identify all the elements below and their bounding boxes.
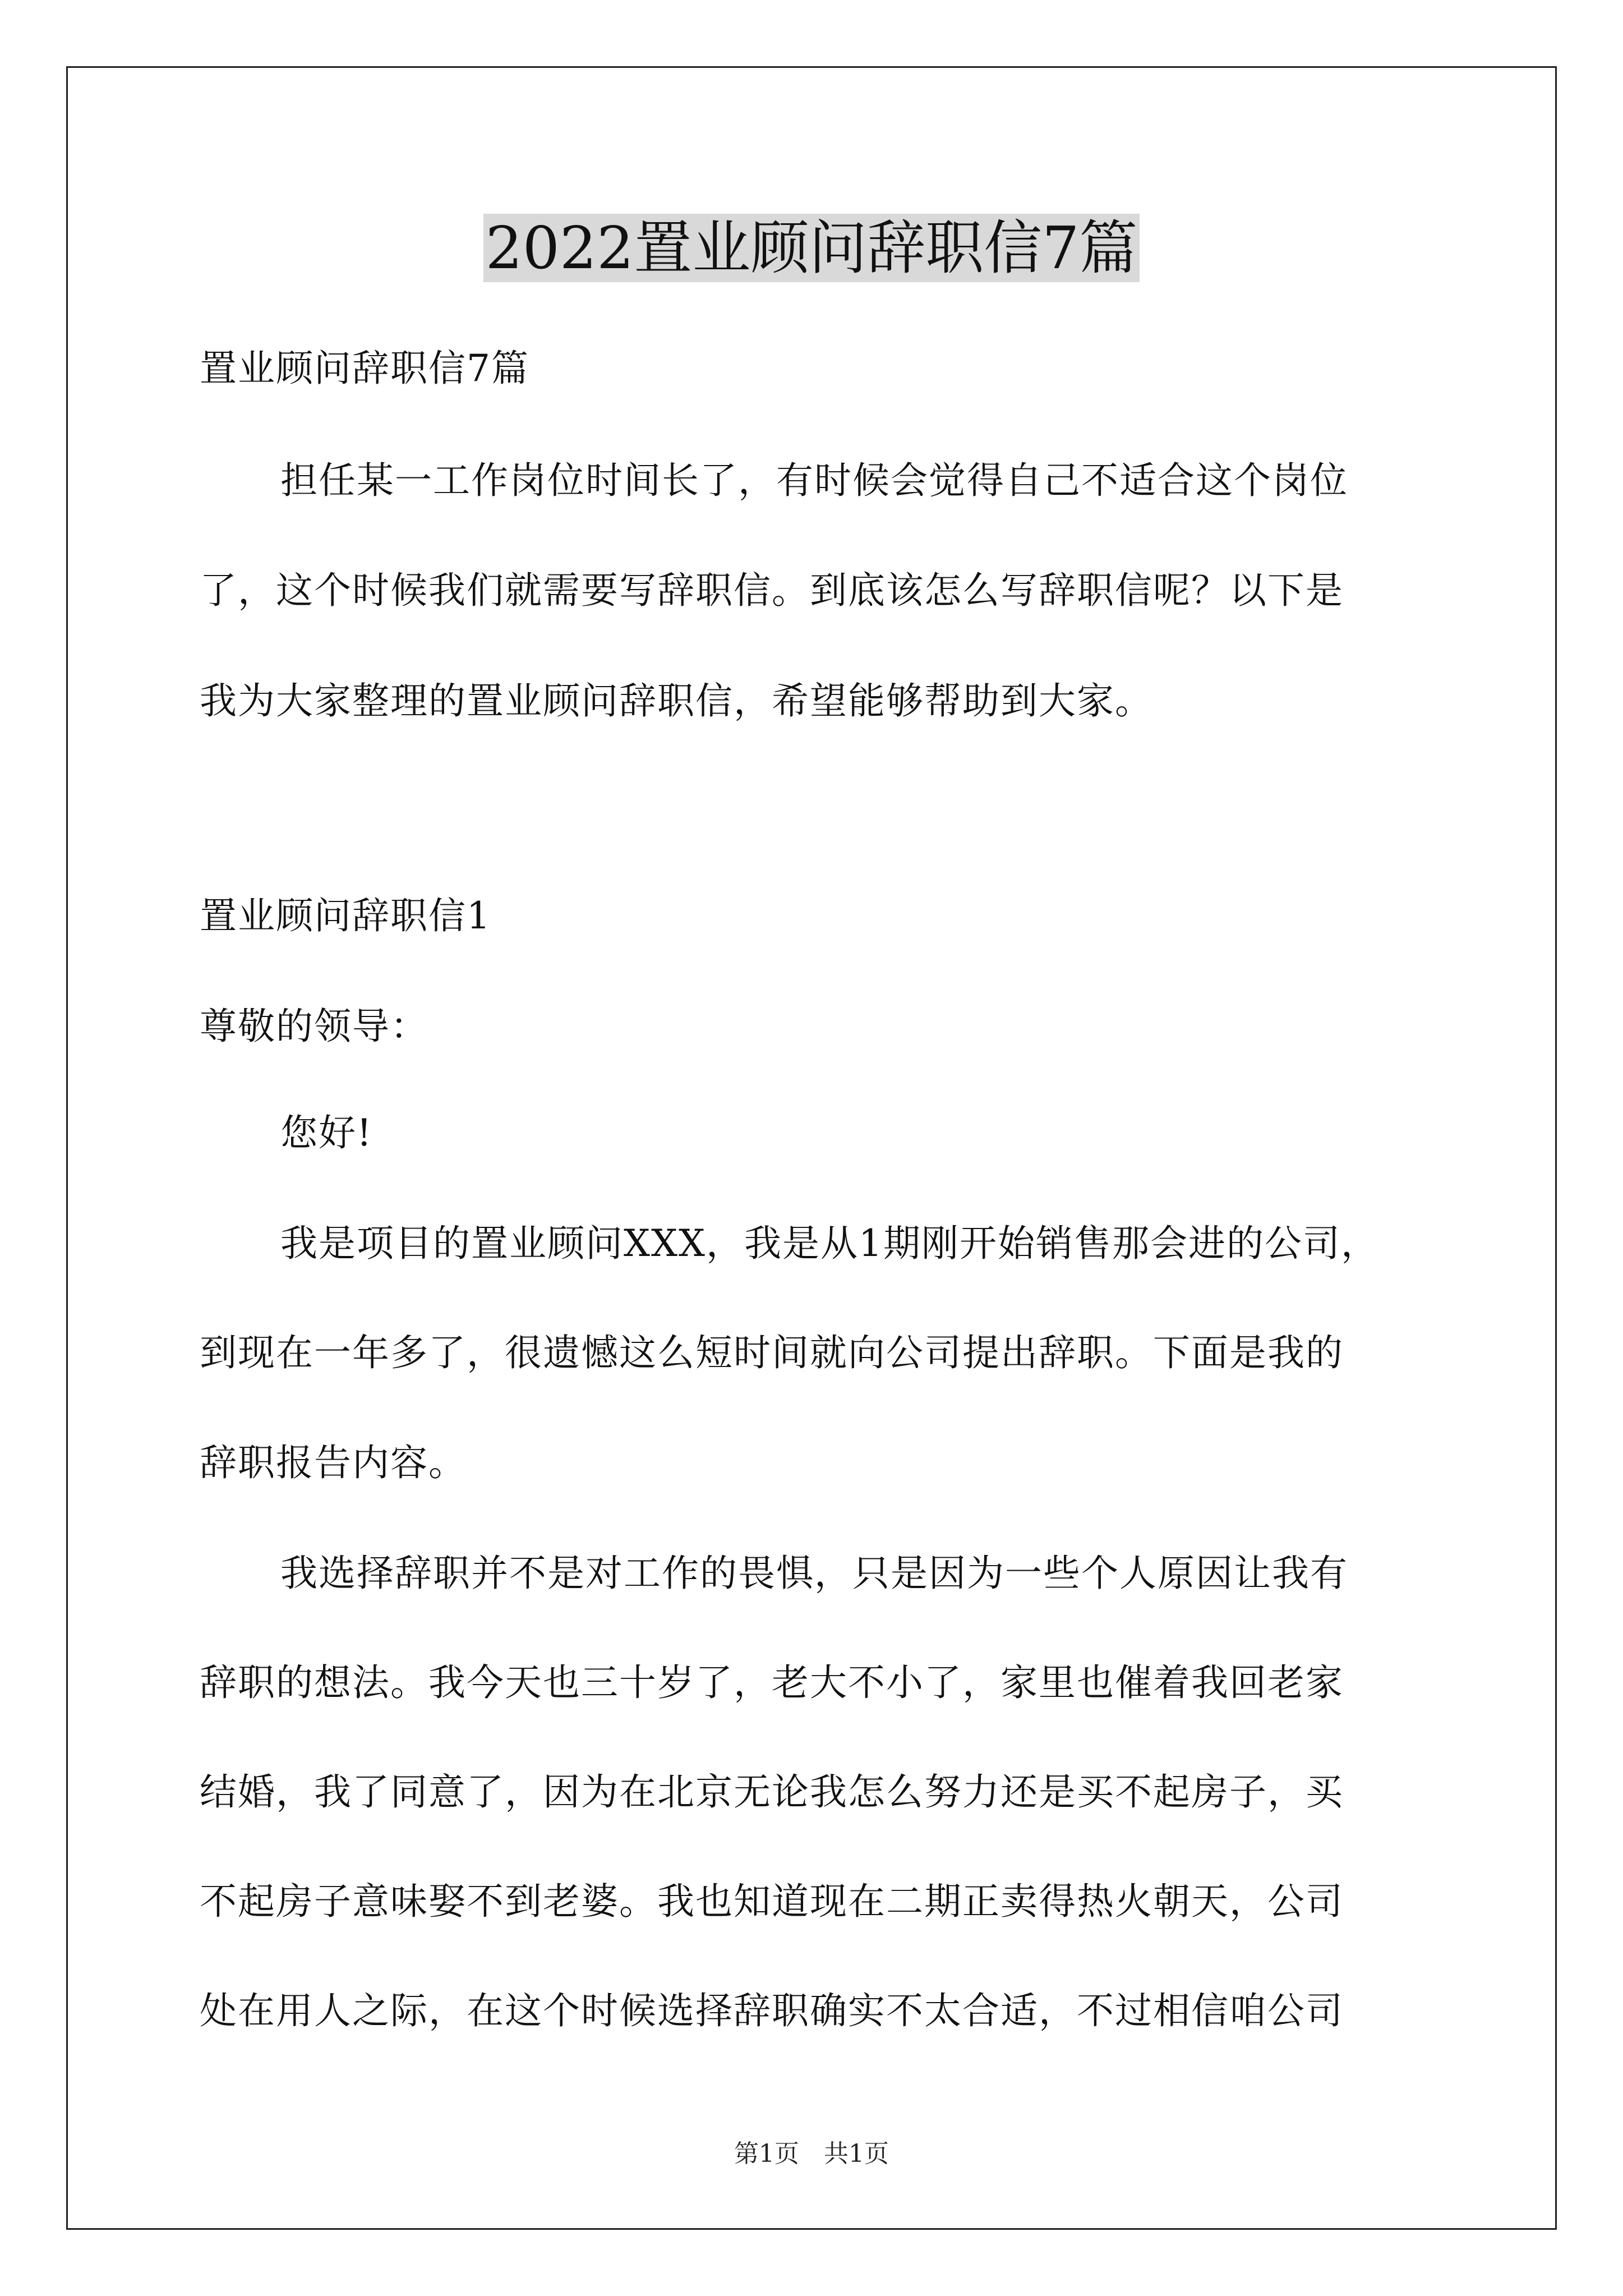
document-title [0, 209, 1623, 287]
paragraph-line: 辞职的想法。我今天也三十岁了，老大不小了，家里也催着我回老家 [200, 1661, 1344, 1704]
paragraph-line: 结婚，我了同意了，因为在北京无论我怎么努力还是买不起房子，买 [200, 1770, 1344, 1814]
paragraph-line: 我是项目的置业顾问XXX，我是从1期刚开始销售那会进的公司， [280, 1222, 1379, 1265]
greeting: 您好! [280, 1111, 373, 1154]
document-subtitle: 置业顾问辞职信7篇 [200, 347, 529, 390]
intro-line: 担任某一工作岗位时间长了，有时候会觉得自己不适合这个岗位 [280, 459, 1348, 502]
paragraph-line: 到现在一年多了，很遗憾这么短时间就向公司提出辞职。下面是我的 [200, 1331, 1344, 1374]
page-footer: 第1页 共1页 [734, 2139, 889, 2168]
paragraph-line: 不起房子意味娶不到老婆。我也知道现在二期正卖得热火朝天，公司 [200, 1880, 1344, 1923]
paragraph-line: 我选择辞职并不是对工作的畏惧，只是因为一些个人原因让我有 [280, 1552, 1348, 1595]
document-title-text: 2022置业顾问辞职信7篇 [483, 214, 1140, 282]
paragraph-line: 处在用人之际，在这个时候选择辞职确实不太合适，不过相信咱公司 [200, 1989, 1344, 2032]
intro-line: 我为大家整理的置业顾问辞职信，希望能够帮助到大家。 [200, 679, 1153, 723]
paragraph-line: 辞职报告内容。 [200, 1441, 467, 1484]
section-heading: 置业顾问辞职信1 [200, 894, 491, 937]
salutation: 尊敬的领导： [200, 1005, 428, 1048]
intro-line: 了，这个时候我们就需要写辞职信。到底该怎么写辞职信呢？以下是 [200, 569, 1344, 612]
